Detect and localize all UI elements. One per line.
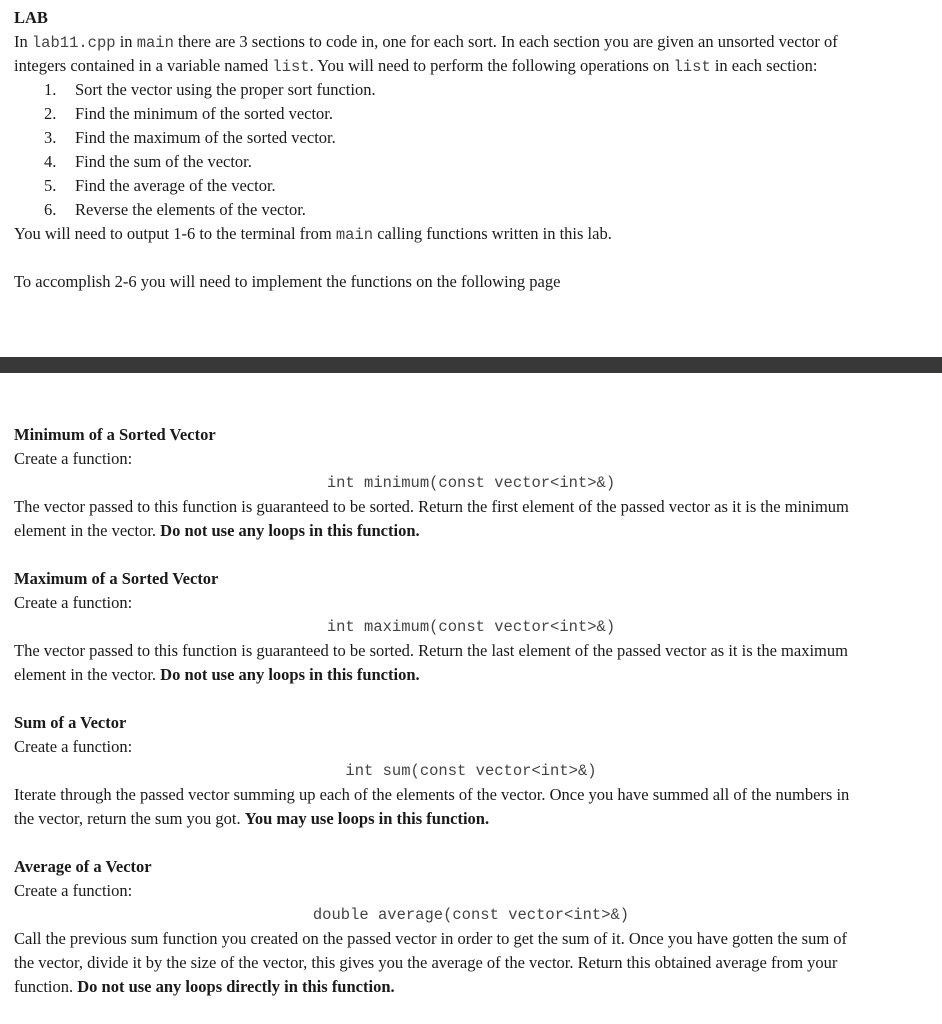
function-signature: int minimum(const vector<int>&) <box>326 474 616 492</box>
section-heading: Average of a Vector <box>14 857 152 876</box>
list-code: list <box>272 58 310 76</box>
rule-note: Do not use any loops in this function. <box>160 521 420 540</box>
description-line: Iterate through the passed vector summing up each of the elements of the vector. Once you have summed all of the numbers in <box>14 785 850 804</box>
rule-note: Do not use any loops directly in this function. <box>77 977 395 996</box>
function-signature: int maximum(const vector<int>&) <box>326 618 616 636</box>
page-divider <box>0 357 942 373</box>
description-line: element in the vector. Do not use any loops in this function. <box>14 665 420 684</box>
list-item: 5. Find the average of the vector. <box>44 176 276 195</box>
output-note: You will need to output 1-6 to the terminal from main calling functions written in this lab. <box>14 224 612 244</box>
description-line: The vector passed to this function is guaranteed to be sorted. Return the first element of the passed vector as it is the minimum <box>14 497 849 516</box>
description-line: the vector, return the sum you got. You may use loops in this function. <box>14 809 490 828</box>
rule-note: Do not use any loops in this function. <box>160 665 420 684</box>
section-heading: Sum of a Vector <box>14 713 127 732</box>
lab-title: LAB <box>14 8 48 27</box>
description-line: element in the vector. Do not use any loops in this function. <box>14 521 420 540</box>
create-label: Create a function: <box>14 737 133 756</box>
description-line: function. Do not use any loops directly in this function. <box>14 977 395 996</box>
function-signature: int sum(const vector<int>&) <box>345 762 597 780</box>
accomplish-note: To accomplish 2-6 you will need to implement the functions on the following page <box>14 272 561 291</box>
list-code: list <box>673 58 711 76</box>
lab-intro-page <box>14 6 928 294</box>
rule-note: You may use loops in this function. <box>244 809 490 828</box>
list-item: 3. Find the maximum of the sorted vector. <box>44 128 336 147</box>
create-label: Create a function: <box>14 593 133 612</box>
list-item: 2. Find the minimum of the sorted vector. <box>44 104 334 123</box>
description-line: Call the previous sum function you created on the passed vector in order to get the sum of it. Once you have gotten the sum of <box>14 929 848 948</box>
list-item: 1. Sort the vector using the proper sort function. <box>44 80 376 99</box>
main-code: main <box>335 226 374 244</box>
list-item: 4. Find the sum of the vector. <box>44 152 252 171</box>
function-signature: double average(const vector<int>&) <box>312 906 630 924</box>
operations-list <box>14 78 928 222</box>
minimum-section <box>14 423 928 543</box>
filename-code: lab11.cpp <box>31 34 116 52</box>
sum-section <box>14 711 928 831</box>
intro-line-1: In lab11.cpp in main there are 3 sections to code in, one for each sort. In each section you are given an unsorted vector of <box>14 32 838 52</box>
description-line: the vector, divide it by the size of the vector, this gives you the average of the vector. Return this obtained average from your <box>14 953 838 972</box>
section-heading: Maximum of a Sorted Vector <box>14 569 219 588</box>
main-code: main <box>136 34 174 52</box>
maximum-section <box>14 567 928 687</box>
functions-page <box>14 423 928 999</box>
intro-line-2: integers contained in a variable named list. You will need to perform the following operations on list in each section: <box>14 56 818 76</box>
average-section <box>14 855 928 999</box>
create-label: Create a function: <box>14 881 133 900</box>
section-heading: Minimum of a Sorted Vector <box>14 425 216 444</box>
list-item: 6. Reverse the elements of the vector. <box>44 200 306 219</box>
create-label: Create a function: <box>14 449 133 468</box>
description-line: The vector passed to this function is guaranteed to be sorted. Return the last element of the passed vector as it is the maximum <box>14 641 848 660</box>
